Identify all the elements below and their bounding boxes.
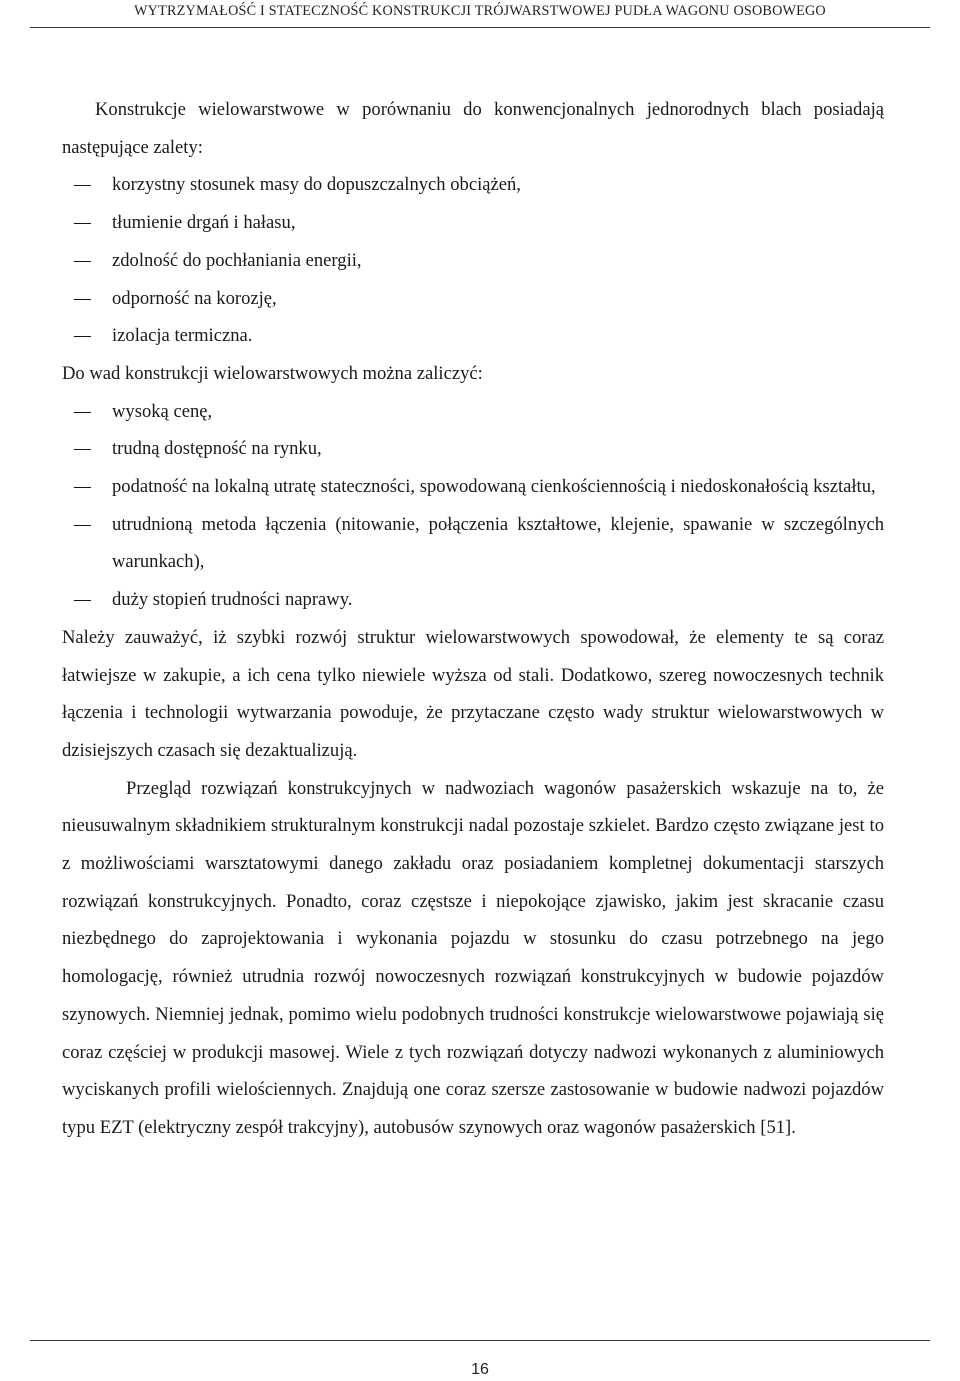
list-item: – zdolność do pochłaniania energii,: [112, 242, 884, 280]
header-divider: [30, 27, 930, 28]
list-item: – podatność na lokalną utratę stateczności, spowodowaną cienkościennością i niedoskonałością kształtu,: [112, 468, 884, 506]
advantages-intro-paragraph: Konstrukcje wielowarstwowe w porównaniu do konwencjonalnych jednorodnych blach posiadają następujące zalety:: [62, 99, 884, 158]
footer-divider: [30, 1340, 930, 1341]
disadvantages-intro-paragraph: Do wad konstrukcji wielowarstwowych można zaliczyć:: [62, 362, 483, 384]
disadvantages-list: [62, 393, 884, 619]
list-item: – wysoką cenę,: [112, 393, 884, 431]
list-item: – tłumienie drgań i hałasu,: [112, 204, 884, 242]
page-number: 16: [471, 1361, 489, 1378]
list-item: – duży stopień trudności naprawy.: [112, 581, 884, 619]
list-item: – izolacja termiczna.: [112, 317, 884, 355]
list-item: – utrudnioną metoda łączenia (nitowanie, połączenia kształtowe, klejenie, spawanie w szczególnych warunkach),: [112, 506, 884, 581]
list-item: – korzystny stosunek masy do dopuszczalnych obciążeń,: [112, 166, 884, 204]
note-paragraph: Należy zauważyć, iż szybki rozwój struktur wielowarstwowych spowodował, że elementy te są coraz łatwiejsze w zakupie, a ich cena tylko niewiele wyższa od stali. Dodatkowo, szereg nowoczesnych technik łączenia i technologii wytwarzania powoduje, że przytaczane często wady struktur wielowarstwowych w dzisiejszych czasach się dezaktualizują.: [62, 626, 884, 761]
review-paragraph: Przegląd rozwiązań konstrukcyjnych w nadwoziach wagonów pasażerskich wskazuje na to, że nieusuwalnym składnikiem strukturalnym konstrukcji nadal pozostaje szkielet. Bardzo często związane jest to z możliwościami warsztatowymi danego zakładu oraz posiadaniem kompletnej dokumentacji starszych rozwiązań konstrukcyjnych. Ponadto, coraz częstsze i niepokojące zjawisko, jakim jest skracanie czasu niezbędnego do zaprojektowania i wykonania pojazdu w stosunku do czasu potrzebnego na jego homologację, również utrudnia rozwój nowoczesnych rozwiązań konstrukcyjnych w budowie pojazdów szynowych. Niemniej jednak, pomimo wielu podobnych trudności konstrukcje wielowarstwowe pojawiają się coraz częściej w produkcji masowej. Wiele z tych rozwiązań dotyczy nadwozi wykonanych z aluminiowych wyciskanych profili wielościennych. Znajdują one coraz szersze zastosowanie w budowie nadwozi pojazdów typu EZT (elektryczny zespół trakcyjny), autobusów szynowych oraz wagonów pasażerskich [51].: [62, 777, 884, 1138]
list-item: – trudną dostępność na rynku,: [112, 430, 884, 468]
page-header: [0, 0, 960, 34]
advantages-list: [62, 166, 884, 355]
page-content: [62, 91, 884, 1147]
list-item: – odporność na korozję,: [112, 280, 884, 318]
running-header-title: WYTRZYMAŁOŚĆ I STATECZNOŚĆ KONSTRUKCJI TRÓJWARSTWOWEJ PUDŁA WAGONU OSOBOWEGO: [134, 3, 826, 19]
